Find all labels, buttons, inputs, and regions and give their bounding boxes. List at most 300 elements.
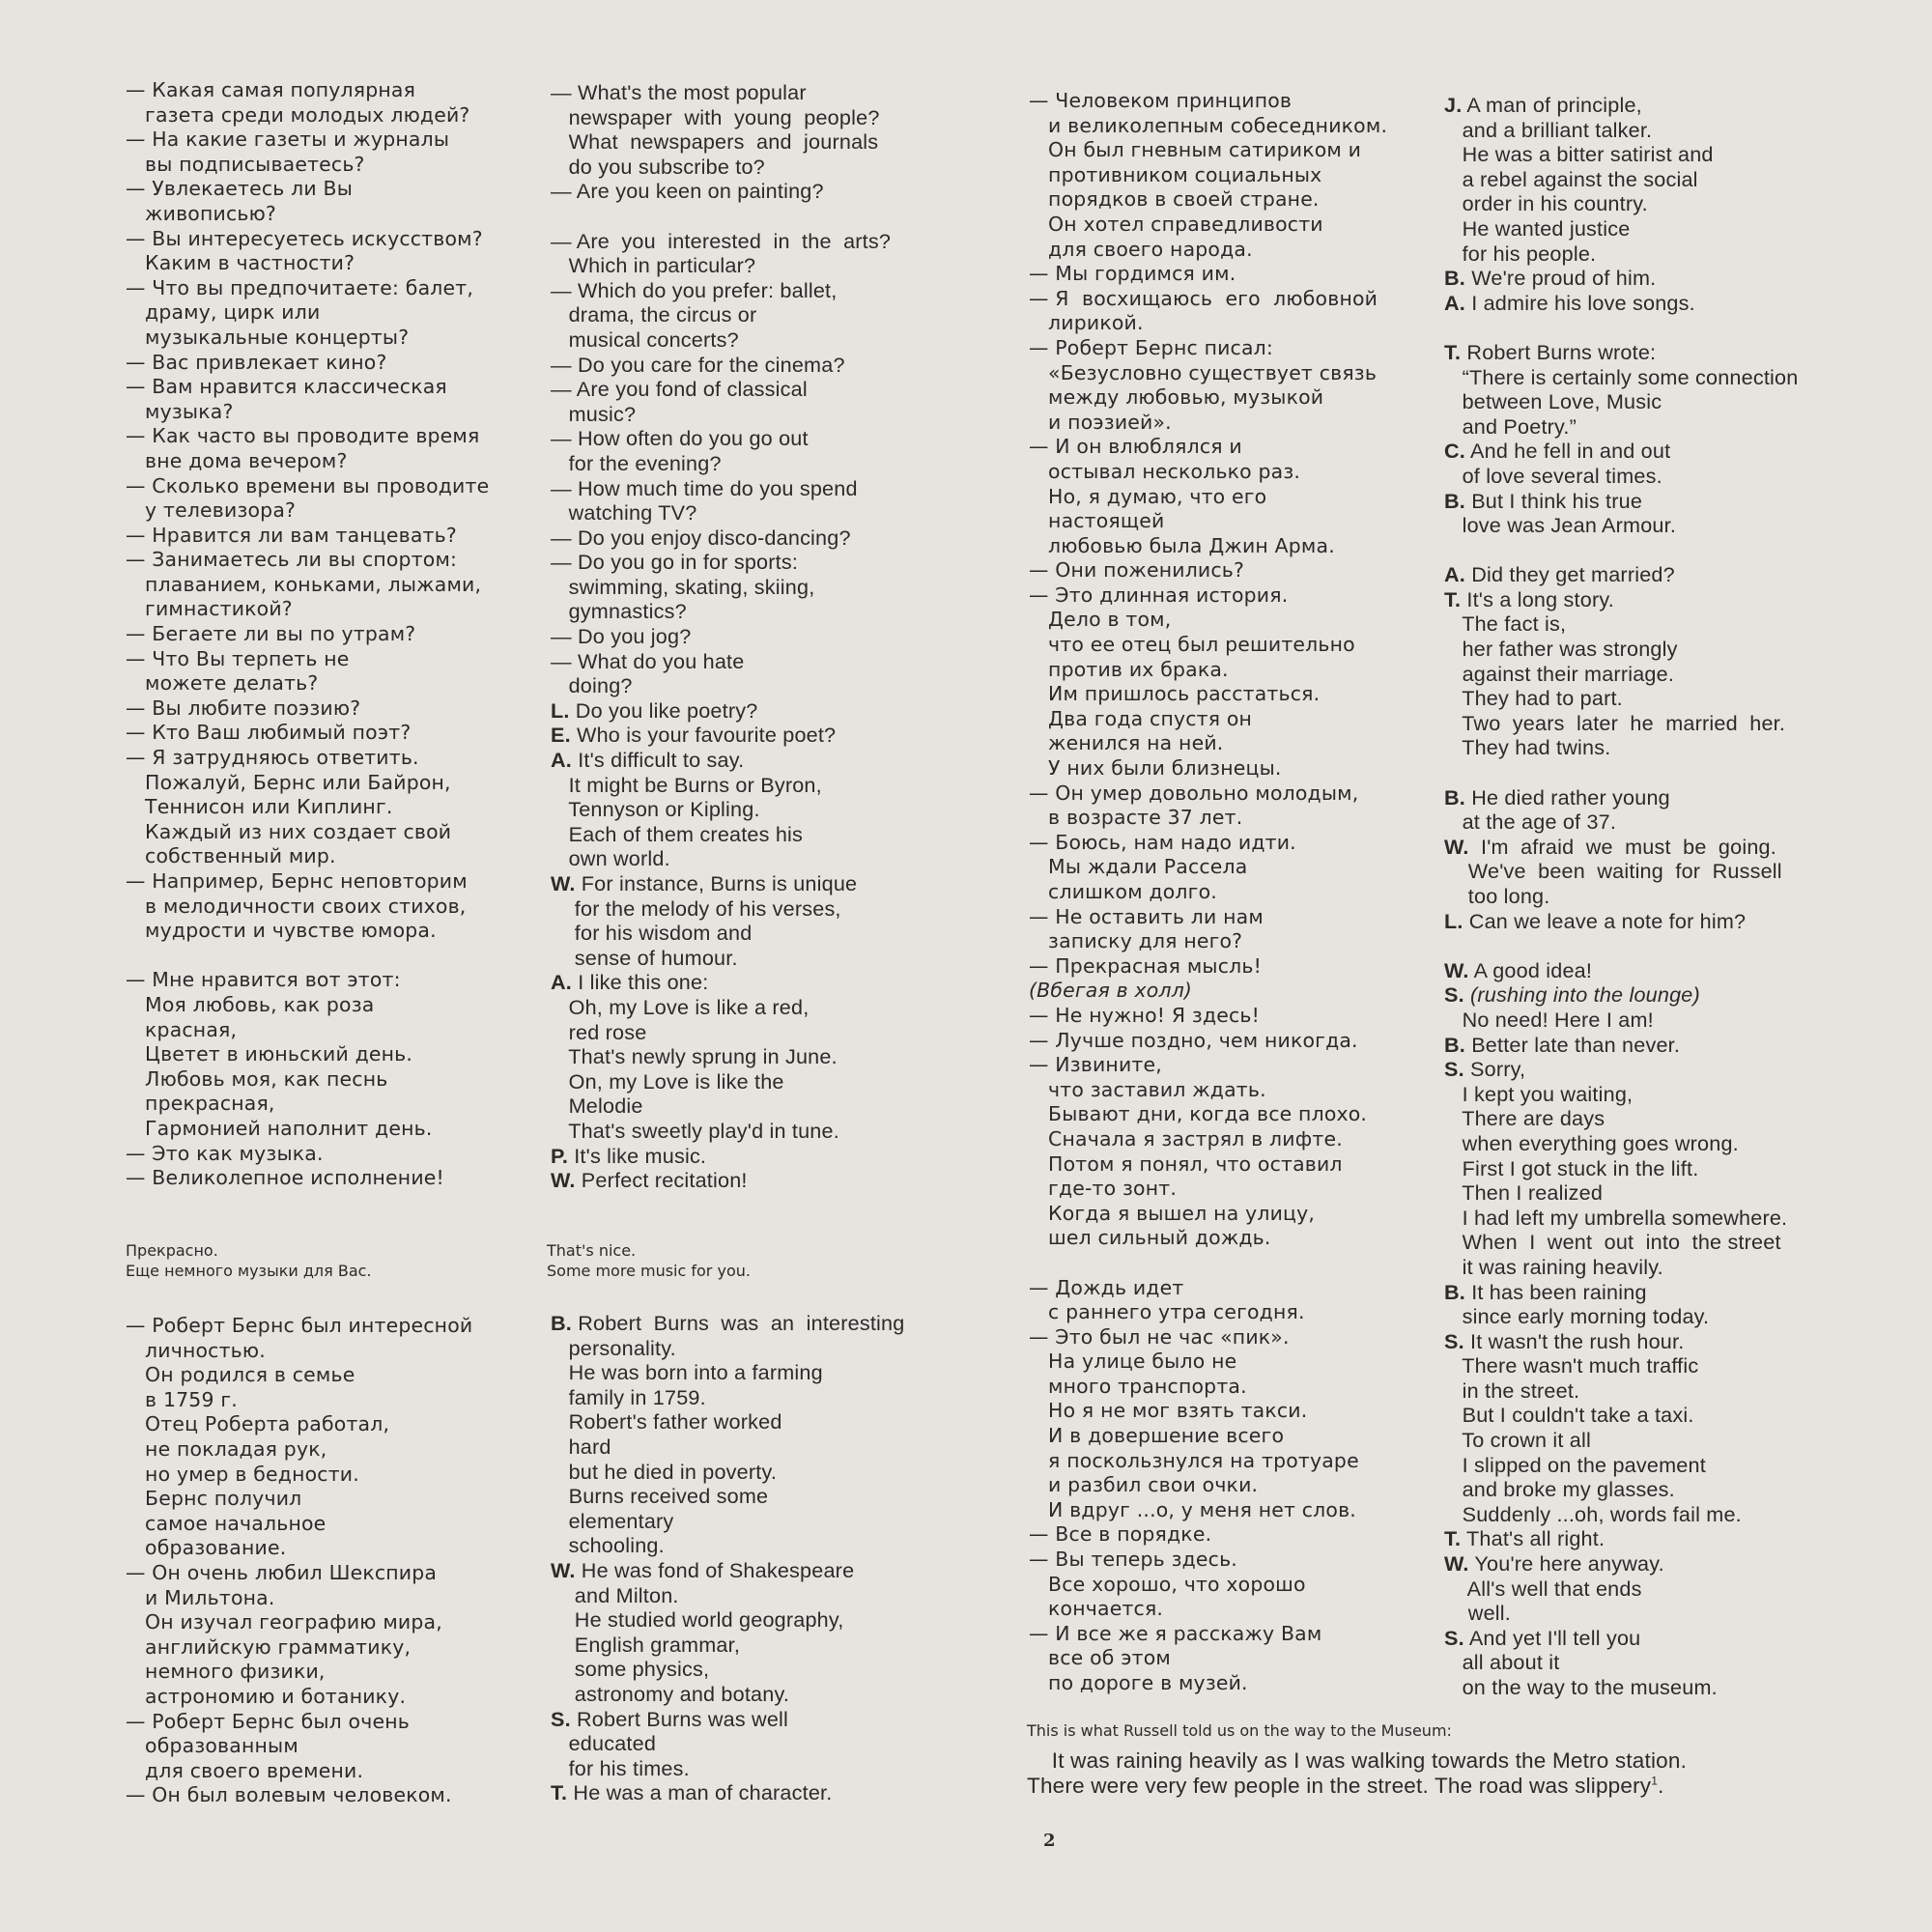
dialogue-line: — Не нужно! Я здесь! [1029, 1003, 1260, 1027]
dialogue-line: порядков в своей стране. [1029, 187, 1320, 212]
dialogue-line: family in 1759. [551, 1384, 706, 1409]
dialogue-line: в 1759 г. [126, 1387, 238, 1411]
dialogue-line: for his times. [551, 1755, 690, 1780]
dialogue-line: W. Perfect recitation! [551, 1168, 748, 1193]
dialogue-line: When I went out into the street [1444, 1230, 1781, 1255]
dialogue-line: — Прекрасная мысль! [1029, 953, 1262, 978]
dialogue-line: — Роберт Бернс был очень [126, 1709, 410, 1733]
dialogue-line: живописью? [126, 201, 276, 225]
dialogue-line: since early morning today. [1444, 1304, 1710, 1329]
dialogue-line: — Вас привлекает кино? [126, 350, 387, 374]
dialogue-line: P. It's like music. [551, 1143, 707, 1168]
dialogue-line: — Он очень любил Шекспира [126, 1560, 438, 1584]
dialogue-line: I had left my umbrella somewhere. [1444, 1205, 1788, 1230]
dialogue-line: — Do you care for the cinema? [551, 352, 845, 377]
dialogue-line: гимнастикой? [126, 597, 293, 621]
dialogue-line: — Вам нравится классическая [126, 375, 447, 399]
dialogue-line: for the melody of his verses, [551, 895, 841, 921]
dialogue-line: Потом я понял, что оставил [1029, 1151, 1343, 1176]
page-number: 2 [1043, 1831, 1056, 1851]
dialogue-line: drama, the circus or [551, 302, 757, 327]
dialogue-line: — Это длинная история. [1029, 582, 1289, 607]
dialogue-line: Then I realized [1444, 1180, 1604, 1206]
dialogue-line: We've been waiting for Russell [1444, 859, 1782, 884]
dialogue-line: — Are you fond of classical [551, 377, 808, 402]
dialogue-line: when everything goes wrong. [1444, 1130, 1739, 1155]
speaker-initial: W. [551, 1168, 576, 1193]
dialogue-line: own world. [551, 846, 670, 871]
dialogue-line: They had twins. [1444, 735, 1611, 760]
dialogue-line: прекрасная, [126, 1092, 275, 1116]
russian-column-1 [126, 78, 541, 1191]
dialogue-line: любовью была Джин Арма. [1029, 533, 1335, 557]
dialogue-line: И вдруг ...о, у меня нет слов. [1029, 1497, 1356, 1521]
speaker-initial: S. [551, 1706, 571, 1731]
dialogue-line: — Дождь идет [1029, 1275, 1184, 1299]
dialogue-line: A. Did they get married? [1444, 562, 1675, 587]
dialogue-line: Бернс получил [126, 1487, 302, 1511]
dialogue-line: against their marriage. [1444, 661, 1675, 686]
dialogue-line: He was a bitter satirist and [1444, 142, 1714, 167]
dialogue-line: и Мильтона. [126, 1585, 275, 1609]
dialogue-line: some physics, [551, 1657, 710, 1682]
dialogue-line: love was Jean Armour. [1444, 513, 1677, 538]
russian-column-1-lower [126, 1314, 541, 1808]
dialogue-line: elementary [551, 1508, 674, 1533]
dialogue-line: Все хорошо, что хорошо [1029, 1572, 1306, 1596]
english-column-2 [551, 80, 976, 1193]
prose-line-2 [1027, 1774, 1877, 1799]
dialogue-line: T. It's a long story. [1444, 586, 1614, 611]
stage-direction: (rushing into the lounge) [1470, 982, 1700, 1008]
dialogue-line: — What's the most popular [551, 80, 807, 104]
english-column-4 [1444, 93, 1898, 1700]
dialogue-line: И в довершение всего [1029, 1424, 1285, 1448]
dialogue-line: To crown it all [1444, 1428, 1592, 1453]
dialogue-line: Но я не мог взять такси. [1029, 1399, 1308, 1423]
dialogue-line: личностью. [126, 1338, 266, 1362]
speaker-initial: S. [1444, 1625, 1464, 1650]
dialogue-line: Два года спустя он [1029, 706, 1253, 730]
dialogue-line: Two years later he married her. [1444, 710, 1786, 735]
dialogue-line: It might be Burns or Byron, [551, 772, 822, 797]
dialogue-line: Melodie [551, 1094, 643, 1119]
dialogue-line: — Это как музыка. [126, 1141, 324, 1165]
dialogue-line: музыка? [126, 399, 234, 423]
dialogue-line: для своего народа. [1029, 237, 1253, 261]
speaker-initial: B. [1444, 1032, 1465, 1057]
dialogue-line: Гармонией наполнит день. [126, 1116, 433, 1140]
dialogue-line: — Например, Бернс неповторим [126, 869, 468, 893]
dialogue-line: That's sweetly play'd in tune. [551, 1118, 839, 1143]
dialogue-line: для своего времени. [126, 1758, 364, 1782]
dialogue-line: Burns received some [551, 1484, 769, 1509]
dialogue-line: They had to part. [1444, 686, 1623, 711]
dialogue-line: S. Sorry, [1444, 1057, 1526, 1082]
dialogue-line: Он изучал географию мира, [126, 1610, 442, 1634]
dialogue-line: самое начальное [126, 1511, 327, 1535]
footnote-mark: 1 [1651, 1774, 1659, 1788]
speaker-initial: W. [1444, 957, 1469, 982]
dialogue-line: — Do you enjoy disco-dancing? [551, 525, 851, 550]
dialogue-line: красная, [126, 1017, 238, 1041]
dialogue-line: but he died in poverty. [551, 1459, 778, 1484]
dialogue-line: — Он был волевым человеком. [126, 1783, 452, 1807]
dialogue-line: образование. [126, 1536, 287, 1560]
dialogue-line: doing? [551, 673, 633, 698]
dialogue-line: плаванием, коньками, лыжами, [126, 572, 482, 596]
russian-note-line-1: Прекрасно. [126, 1241, 218, 1260]
dialogue-line: A. I like this one: [551, 970, 709, 995]
speaker-initial: B. [551, 1311, 572, 1335]
dialogue-line: T. He was a man of character. [551, 1780, 833, 1805]
dialogue-line: но умер в бедности. [126, 1462, 359, 1486]
dialogue-line: вне дома вечером? [126, 448, 348, 472]
dialogue-line: red rose [551, 1019, 647, 1044]
speaker-initial: A. [551, 970, 572, 995]
dialogue-line: — How much time do you spend [551, 475, 858, 500]
dialogue-line: в возрасте 37 лет. [1029, 806, 1243, 830]
speaker-initial: S. [1444, 1328, 1464, 1353]
dialogue-line: Каждый из них создает свой [126, 819, 452, 843]
dialogue-line: watching TV? [551, 500, 697, 526]
speaker-initial: T. [1444, 339, 1462, 364]
dialogue-line: No need! Here I am! [1444, 1007, 1654, 1032]
dialogue-line: музыкальные концерты? [126, 325, 410, 349]
english-note-line-2: Some more music for you. [547, 1262, 751, 1280]
dialogue-line: and Poetry.” [1444, 413, 1577, 439]
dialogue-line: На улице было не [1029, 1350, 1237, 1374]
dialogue-line [1444, 315, 1898, 340]
dialogue-line: A. I admire his love songs. [1444, 290, 1695, 315]
dialogue-line: — Человеком принципов [1029, 89, 1293, 112]
dialogue-line: E. Who is your favourite poet? [551, 723, 837, 748]
dialogue-line: for the evening? [551, 450, 722, 475]
dialogue-line: sense of humour. [551, 945, 738, 970]
dialogue-line: — Это был не час «пик». [1029, 1324, 1290, 1349]
dialogue-line: newspaper with young people? [551, 104, 880, 129]
dialogue-line: L. Can we leave a note for him? [1444, 908, 1747, 933]
dialogue-line: — Я затрудняюсь ответить. [126, 746, 419, 770]
dialogue-line: — Что вы предпочитаете: балет, [126, 275, 474, 299]
dialogue-line: — Вы теперь здесь. [1029, 1548, 1237, 1572]
russian-column-3 [1029, 89, 1415, 1696]
dialogue-line: W. He was fond of Shakespeare [551, 1557, 855, 1582]
dialogue-line: On, my Love is like the [551, 1068, 784, 1094]
dialogue-line: — Как часто вы проводите время [126, 424, 480, 448]
dialogue-line: против их брака. [1029, 657, 1229, 681]
dialogue-line: у телевизора? [126, 498, 297, 523]
dialogue-line: all about it [1444, 1650, 1560, 1675]
dialogue-line: — Роберт Бернс был интересной [126, 1314, 473, 1337]
dialogue-line: Отец Роберта работал, [126, 1412, 390, 1436]
dialogue-line: First I got stuck in the lift. [1444, 1155, 1699, 1180]
dialogue-line: do you subscribe to? [551, 154, 765, 179]
dialogue-line: in the street. [1444, 1378, 1580, 1403]
dialogue-line: There wasn't much traffic [1444, 1353, 1699, 1378]
dialogue-line: He studied world geography, [551, 1607, 844, 1633]
dialogue-line: Сначала я застрял в лифте. [1029, 1126, 1343, 1151]
dialogue-line: W. For instance, Burns is unique [551, 871, 858, 895]
speaker-initial: W. [1444, 834, 1469, 859]
dialogue-line: Он был гневным сатириком и [1029, 138, 1362, 162]
dialogue-line: образованным [126, 1734, 298, 1758]
dialogue-line: (Вбегая в холл) [1029, 979, 1193, 1003]
dialogue-line: — What do you hate [551, 648, 745, 673]
dialogue-line: Моя любовь, как роза [126, 992, 375, 1016]
dialogue-line: B. We're proud of him. [1444, 266, 1657, 291]
speaker-initial: T. [551, 1780, 568, 1805]
dialogue-line: Пожалуй, Бернс или Байрон, [126, 770, 451, 794]
speaker-initial: A. [1444, 290, 1465, 315]
speaker-initial: B. [1444, 488, 1465, 513]
dialogue-line: B. He died rather young [1444, 784, 1670, 810]
dialogue-line: and Milton. [551, 1582, 679, 1607]
speaker-initial: B. [1444, 1279, 1465, 1304]
dialogue-line: for his wisdom and [551, 921, 753, 946]
dialogue-line: не покладая рук, [126, 1436, 327, 1461]
dialogue-line: слишком долго. [1029, 880, 1217, 903]
english-note [547, 1240, 751, 1281]
dialogue-line: Им пришлось расстаться. [1029, 682, 1321, 706]
dialogue-line: musical concerts? [551, 327, 739, 352]
dialogue-line: There are days [1444, 1106, 1605, 1131]
dialogue-line: — Which do you prefer: ballet, [551, 277, 838, 302]
russian-note [126, 1240, 372, 1281]
dialogue-line: — Лучше поздно, чем никогда. [1029, 1028, 1358, 1052]
dialogue-line: что ее отец был решительно [1029, 633, 1355, 657]
dialogue-line: — Вы интересуетесь искусством? [126, 226, 483, 250]
dialogue-line: записку для него? [1029, 929, 1243, 953]
dialogue-line: — Все в порядке. [1029, 1522, 1212, 1547]
dialogue-line: Когда я вышел на улицу, [1029, 1201, 1316, 1225]
dialogue-line: — Сколько времени вы проводите [126, 473, 490, 497]
dialogue-line: — Он умер довольно молодым, [1029, 781, 1359, 805]
dialogue-line: too long. [1444, 884, 1550, 908]
dialogue-line: Suddenly ...oh, words fail me. [1444, 1501, 1742, 1526]
dialogue-line: — Увлекаетесь ли Вы [126, 177, 354, 201]
dialogue-line: Каким в частности? [126, 251, 355, 275]
dialogue-line: — Не оставить ли нам [1029, 904, 1264, 928]
dialogue-line: Он хотел справедливости [1029, 212, 1323, 236]
dialogue-line: “There is certainly some connection [1444, 364, 1799, 389]
dialogue-line: Он родился в семье [126, 1363, 355, 1387]
dialogue-line: Robert's father worked [551, 1409, 782, 1435]
dialogue-line: He was born into a farming [551, 1360, 823, 1385]
dialogue-line: — На какие газеты и журналы [126, 128, 450, 152]
dialogue-line [1444, 760, 1898, 785]
speaker-initial: A. [1444, 562, 1465, 587]
dialogue-line: J. A man of principle, [1444, 93, 1642, 117]
dialogue-line: gymnastics? [551, 599, 687, 624]
dialogue-line: — Извините, [1029, 1053, 1162, 1077]
russell-intro: This is what Russell told us on the way to the Museum: [1027, 1721, 1452, 1740]
dialogue-line: I kept you waiting, [1444, 1081, 1634, 1106]
dialogue-line: schooling. [551, 1533, 665, 1558]
dialogue-line: W. You're here anyway. [1444, 1551, 1664, 1577]
dialogue-line: — How often do you go out [551, 426, 809, 451]
dialogue-line: и великолепным собеседником. [1029, 113, 1388, 137]
speaker-initial: E. [551, 723, 571, 748]
dialogue-line: A. It's difficult to say. [551, 748, 745, 773]
dialogue-line: вы подписываетесь? [126, 152, 365, 176]
dialogue-line: All's well that ends [1444, 1576, 1642, 1601]
prose-line-2-end: . [1658, 1773, 1664, 1798]
dialogue-line: W. I'm afraid we must be going. [1444, 834, 1776, 859]
speaker-initial: T. [1444, 586, 1462, 611]
english-note-line-1: That's nice. [547, 1241, 637, 1260]
dialogue-line: — И все же я расскажу Вам [1029, 1621, 1322, 1645]
dialogue-line: T. That's all right. [1444, 1526, 1605, 1551]
dialogue-line: У них были близнецы. [1029, 756, 1282, 781]
dialogue-line: — Они поженились? [1029, 558, 1245, 582]
dialogue-line: — Do you go in for sports: [551, 550, 799, 575]
dialogue-line: — Какая самая популярная [126, 78, 416, 101]
dialogue-line: английскую грамматику, [126, 1634, 412, 1659]
speaker-initial: L. [1444, 908, 1463, 933]
speaker-initial: P. [551, 1143, 569, 1168]
dialogue-line: — Что Вы терпеть не [126, 646, 350, 670]
dialogue-line: at the age of 37. [1444, 810, 1617, 835]
dialogue-line: well. [1444, 1601, 1511, 1626]
dialogue-line [1444, 982, 1898, 1008]
dialogue-line: Теннисон или Киплинг. [126, 795, 393, 819]
speaker-initial: B. [1444, 784, 1465, 810]
dialogue-line: — Великолепное исполнение! [126, 1166, 444, 1190]
dialogue-line: Oh, my Love is like a red, [551, 994, 810, 1019]
dialogue-line: for his people. [1444, 241, 1597, 266]
dialogue-line: B. But I think his true [1444, 488, 1643, 513]
dialogue-line: женился на ней. [1029, 731, 1224, 755]
prose-paragraph [1027, 1748, 1877, 1798]
dialogue-line: в мелодичности своих стихов, [126, 894, 467, 918]
dialogue-line: можете делать? [126, 671, 319, 696]
dialogue-line: Which in particular? [551, 253, 756, 278]
dialogue-line: — Вы любите поэзию? [126, 696, 361, 720]
dialogue-line: немного физики, [126, 1660, 326, 1684]
dialogue-line: — Нравится ли вам танцевать? [126, 523, 457, 547]
dialogue-line: — Я восхищаюсь его любовной [1029, 286, 1378, 310]
dialogue-line: Любовь моя, как песнь [126, 1066, 388, 1091]
dialogue-line: мудрости и чувстве юмора. [126, 919, 437, 943]
speaker-initial: L. [551, 697, 570, 723]
dialogue-line: But I couldn't take a taxi. [1444, 1403, 1694, 1428]
dialogue-line: и разбил свои очки. [1029, 1473, 1259, 1497]
dialogue-line: Дело в том, [1029, 608, 1172, 632]
dialogue-line: по дороге в музей. [1029, 1671, 1248, 1694]
dialogue-line: драму, цирк или [126, 300, 321, 325]
dialogue-line: personality. [551, 1335, 676, 1360]
dialogue-line: S. And yet I'll tell you [1444, 1625, 1641, 1650]
dialogue-line: противником социальных [1029, 162, 1322, 186]
dialogue-line: «Безусловно существует связь [1029, 360, 1378, 384]
dialogue-line: Each of them creates his [551, 821, 804, 846]
dialogue-line: — Роберт Бернс писал: [1029, 335, 1273, 359]
dialogue-line: S. Robert Burns was well [551, 1706, 789, 1731]
dialogue-line: What newspapers and journals [551, 129, 879, 155]
dialogue-line: Tennyson or Kipling. [551, 797, 760, 822]
dialogue-line: He wanted justice [1444, 215, 1631, 241]
dialogue-line: и поэзией». [1029, 410, 1172, 434]
dialogue-line: остывал несколько раз. [1029, 459, 1301, 483]
dialogue-line: все об этом [1029, 1646, 1171, 1670]
dialogue-line: swimming, skating, skiing, [551, 574, 815, 599]
dialogue-line: много транспорта. [1029, 1374, 1247, 1398]
speaker-initial: W. [1444, 1551, 1469, 1577]
dialogue-line: astronomy and botany. [551, 1681, 790, 1706]
speaker-initial: B. [1444, 266, 1465, 291]
dialogue-line: — Мне нравится вот этот: [126, 968, 401, 992]
dialogue-line: — Мы гордимся им. [1029, 262, 1236, 286]
dialogue-line: газета среди молодых людей? [126, 102, 470, 127]
speaker-initial: C. [1444, 439, 1465, 464]
dialogue-line: of love several times. [1444, 463, 1662, 488]
dialogue-line: — Are you keen on painting? [551, 179, 824, 204]
dialogue-line: где-то зонт. [1029, 1177, 1178, 1201]
dialogue-line: — И он влюблялся и [1029, 435, 1242, 459]
speaker-initial: S. [1444, 1057, 1464, 1082]
dialogue-line: — Занимаетесь ли вы спортом: [126, 548, 458, 572]
dialogue-line: it was raining heavily. [1444, 1254, 1663, 1279]
dialogue-line: music? [551, 401, 637, 426]
speaker-initial: T. [1444, 1526, 1462, 1551]
dialogue-line: — Бегаете ли вы по утрам? [126, 622, 416, 646]
dialogue-line: — Кто Ваш любимый поэт? [126, 721, 412, 745]
dialogue-line [1029, 1251, 1415, 1276]
english-column-2-lower [551, 1311, 976, 1805]
dialogue-line: That's newly sprung in June. [551, 1044, 838, 1069]
russian-note-line-2: Еще немного музыки для Вас. [126, 1262, 372, 1280]
dialogue-line: шел сильный дождь. [1029, 1226, 1271, 1250]
dialogue-line: что заставил ждать. [1029, 1077, 1266, 1101]
dialogue-line: S. It wasn't the rush hour. [1444, 1328, 1685, 1353]
dialogue-line: and a brilliant talker. [1444, 117, 1653, 142]
dialogue-line: собственный мир. [126, 844, 336, 868]
dialogue-line: hard [551, 1434, 611, 1459]
dialogue-line: астрономию и ботанику. [126, 1684, 407, 1708]
dialogue-line: Бывают дни, когда все плохо. [1029, 1102, 1368, 1126]
dialogue-line: English grammar, [551, 1632, 741, 1657]
dialogue-line: her father was strongly [1444, 637, 1678, 662]
dialogue-line [551, 204, 976, 229]
dialogue-line [126, 944, 541, 969]
prose-line-1: It was raining heavily as I was walking towards the Metro station. [1027, 1748, 1688, 1773]
dialogue-line: Цветет в июньский день. [126, 1042, 413, 1066]
dialogue-line: B. It has been raining [1444, 1279, 1647, 1304]
dialogue-line: T. Robert Burns wrote: [1444, 339, 1657, 364]
dialogue-line: — Are you interested in the arts? [551, 228, 892, 253]
speaker-initial: W. [551, 1557, 576, 1582]
dialogue-line: — Do you jog? [551, 624, 692, 649]
speaker-initial: A. [551, 748, 572, 773]
dialogue-line: настоящей [1029, 509, 1165, 533]
dialogue-line: L. Do you like poetry? [551, 697, 758, 723]
dialogue-line: B. Robert Burns was an interesting [551, 1311, 905, 1335]
dialogue-line: and broke my glasses. [1444, 1477, 1675, 1502]
dialogue-line [1444, 538, 1898, 563]
dialogue-line: между любовью, музыкой [1029, 385, 1324, 410]
dialogue-line: a rebel against the social [1444, 166, 1698, 191]
dialogue-line: я поскользнулся на тротуаре [1029, 1448, 1359, 1472]
dialogue-line: Мы ждали Рассела [1029, 855, 1248, 879]
dialogue-line: B. Better late than never. [1444, 1032, 1681, 1057]
dialogue-line: The fact is, [1444, 611, 1567, 637]
prose-line-2-text: There were very few people in the street. The road was slippery [1027, 1773, 1652, 1798]
dialogue-line: educated [551, 1731, 657, 1756]
dialogue-line: Но, я думаю, что его [1029, 484, 1267, 508]
dialogue-line [1444, 933, 1898, 958]
dialogue-line: I slipped on the pavement [1444, 1452, 1706, 1477]
